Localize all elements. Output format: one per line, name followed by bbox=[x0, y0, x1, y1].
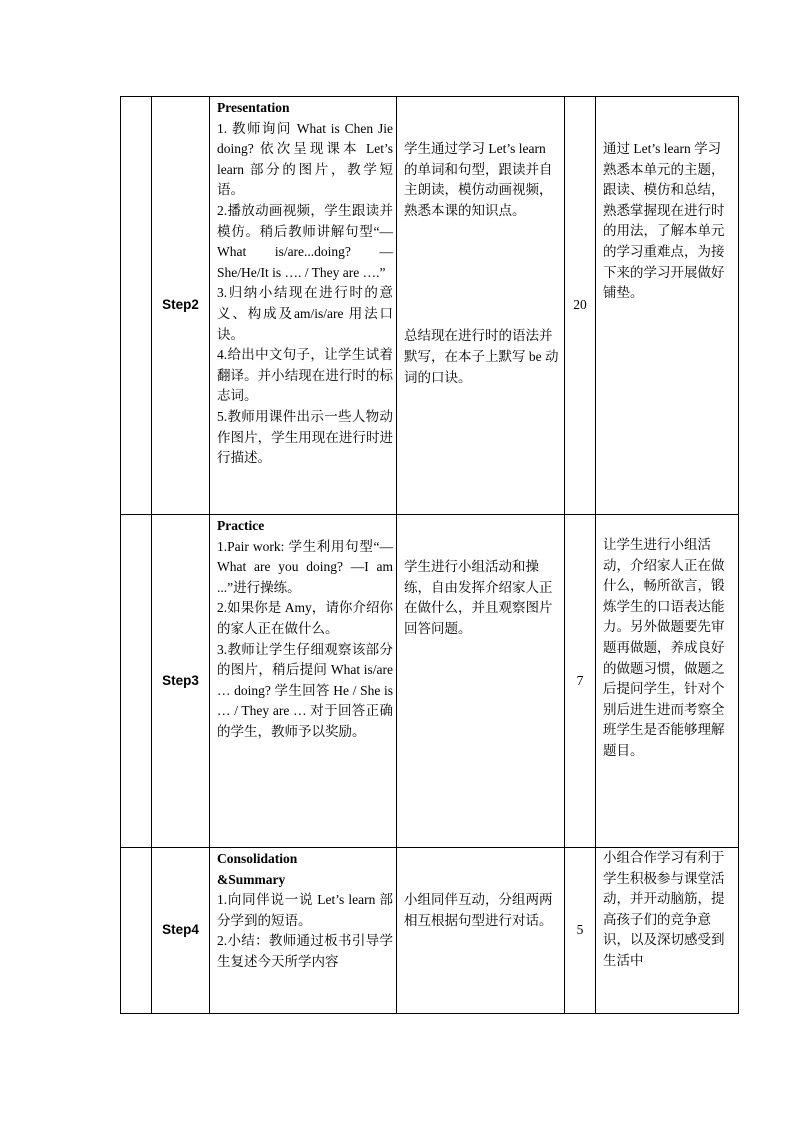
lesson-plan-table bbox=[120, 96, 739, 1014]
blank-cell bbox=[121, 848, 152, 1014]
blank-cell bbox=[121, 515, 152, 848]
teacher-step: 1. 教师询问 What is Chen Jie doing? 依次呈现课本 Let’s learn 部分的图片，教学短语。 bbox=[217, 120, 393, 198]
student-activity: 总结现在进行时的语法并默写，在本子上默写 be 动词的口诀。 bbox=[404, 328, 559, 385]
stage-title: Consolidation &Summary bbox=[217, 851, 298, 887]
teacher-step: 3.归纳小结现在进行时的意义、构成及am/is/are 用法口诀。 bbox=[217, 285, 393, 342]
teacher-activity-cell bbox=[210, 848, 397, 1014]
teacher-step: 1.Pair work: 学生利用句型“—What are you doing? —I am ...”进行操练。 bbox=[217, 538, 393, 595]
student-activity-cell bbox=[397, 97, 565, 515]
teacher-step: 3.教师让学生仔细观察该部分的图片，稍后提问 What is/are … doing? 学生回答 He / She is … / They are … 对于回答正确的学生，教师予以奖励。 bbox=[217, 641, 393, 739]
teacher-step: 2.播放动画视频，学生跟读并模仿。稍后教师讲解句型“—What is/are...doing? —She/He/It is …. / They are ….” bbox=[217, 202, 393, 280]
purpose-text: 小组合作学习有利于学生积极参与课堂活动，并开动脑筋，提高孩子们的竞争意识，以及深切感受到生活中 bbox=[603, 850, 725, 968]
minutes-cell: 20 bbox=[565, 97, 596, 515]
student-activity: 学生进行小组活动和操练，自由发挥介绍家人正在做什么，并且观察图片回答问题。 bbox=[404, 559, 553, 636]
table-row bbox=[121, 97, 739, 515]
purpose-cell bbox=[596, 848, 739, 1014]
teacher-step: 2.如果你是 Amy，请你介绍你的家人正在做什么。 bbox=[217, 600, 393, 636]
stage-title: Presentation bbox=[217, 100, 290, 115]
purpose-cell bbox=[596, 515, 739, 848]
student-activity-cell bbox=[397, 848, 565, 1014]
table-row bbox=[121, 515, 739, 848]
student-activity: 小组同伴互动，分组两两相互根据句型进行对话。 bbox=[404, 892, 553, 928]
purpose-cell bbox=[596, 97, 739, 515]
stage-title: Practice bbox=[217, 518, 265, 533]
teacher-step: 5.教师用课件出示一些人物动作图片，学生用现在进行时进行描述。 bbox=[217, 408, 393, 466]
teacher-step: 2.小结：教师通过板书引导学生复述今天所学内容 bbox=[217, 933, 393, 969]
purpose-text: 让学生进行小组活动，介绍家人正在做什么，畅所欲言，锻炼学生的口语表达能力。另外做题要先审题再做题，养成良好的做题习惯，做题之后提问学生，针对个别后进生进而考察全班学生是否能够理解题目。 bbox=[603, 537, 725, 758]
student-activity-cell bbox=[397, 515, 565, 848]
teacher-step: 1.向同伴说一说 Let’s learn 部分学到的短语。 bbox=[217, 892, 393, 928]
blank-cell bbox=[121, 97, 152, 515]
minutes-cell: 5 bbox=[565, 848, 596, 1014]
step-label: Step3 bbox=[152, 515, 210, 848]
minutes-cell: 7 bbox=[565, 515, 596, 848]
teacher-activity-cell bbox=[210, 515, 397, 848]
purpose-text: 通过 Let’s learn 学习熟悉本单元的主题，跟读、模仿和总结，熟悉掌握现在进行时的用法，了解本单元的学习重难点，为接下来的学习开展做好铺垫。 bbox=[603, 141, 725, 301]
step-label: Step4 bbox=[152, 848, 210, 1014]
step-label: Step2 bbox=[152, 97, 210, 515]
teacher-activity-cell bbox=[210, 97, 397, 515]
teacher-step: 4.给出中文句子，让学生试着翻译。并小结现在进行时的标志词。 bbox=[217, 347, 393, 404]
table-row bbox=[121, 848, 739, 1014]
student-activity: 学生通过学习 Let’s learn 的单词和句型，跟读并自主朗读，模仿动画视频，熟悉本课的知识点。 bbox=[404, 141, 553, 218]
